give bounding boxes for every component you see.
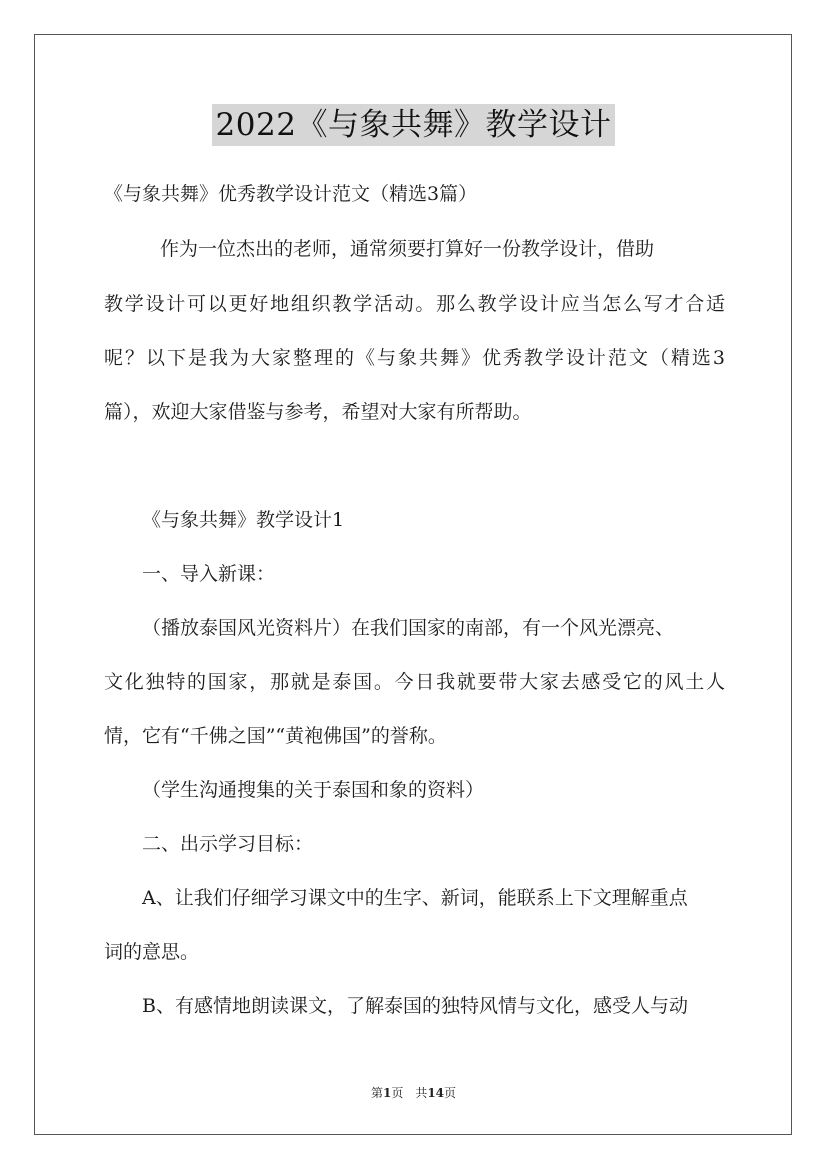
intro-line-4: 篇），欢迎大家借鉴与参考，希望对大家有所帮助。 [104, 401, 532, 423]
page-footer [0, 1085, 827, 1101]
part2-heading: 二、出示学习目标： [142, 833, 314, 855]
footer-prefix: 第 [370, 1086, 383, 1100]
part1-note: （学生沟通搜集的关于泰国和象的资料） [142, 779, 485, 801]
footer-total-pages: 14 [427, 1086, 445, 1100]
section-heading: 《与象共舞》教学设计1 [142, 509, 345, 531]
part1-line-1: （播放泰国风光资料片）在我们国家的南部，有一个风光漂亮、 [142, 617, 675, 639]
part1-line-2: 文化独特的国家，那就是泰国。今日我就要带大家去感受它的风土人 [104, 671, 725, 693]
footer-page-number: 1 [382, 1086, 392, 1100]
intro-line-2: 教学设计可以更好地组织教学活动。那么教学设计应当怎么写才合适 [104, 293, 725, 315]
subtitle: 《与象共舞》优秀教学设计范文（精选3篇） [104, 183, 478, 205]
goal-a-line-1: A、让我们仔细学习课文中的生字、新词，能联系上下文理解重点 [142, 887, 688, 909]
document-title: 2022《与象共舞》教学设计 [212, 104, 616, 146]
footer-mid: 页 共 [391, 1086, 428, 1100]
goal-a-line-2: 词的意思。 [104, 941, 200, 963]
footer-suffix: 页 [444, 1086, 457, 1100]
intro-line-3: 呢？以下是我为大家整理的《与象共舞》优秀教学设计范文（精选3 [104, 347, 725, 369]
title-container [0, 104, 827, 146]
intro-line-1: 作为一位杰出的老师，通常须要打算好一份教学设计，借助 [160, 238, 655, 260]
goal-b-line-1: B、有感情地朗读课文，了解泰国的独特风情与文化，感受人与动 [142, 995, 688, 1017]
part1-line-3: 情，它有“千佛之国”“黄袍佛国”的誉称。 [104, 725, 447, 747]
part1-heading: 一、导入新课： [142, 563, 276, 585]
